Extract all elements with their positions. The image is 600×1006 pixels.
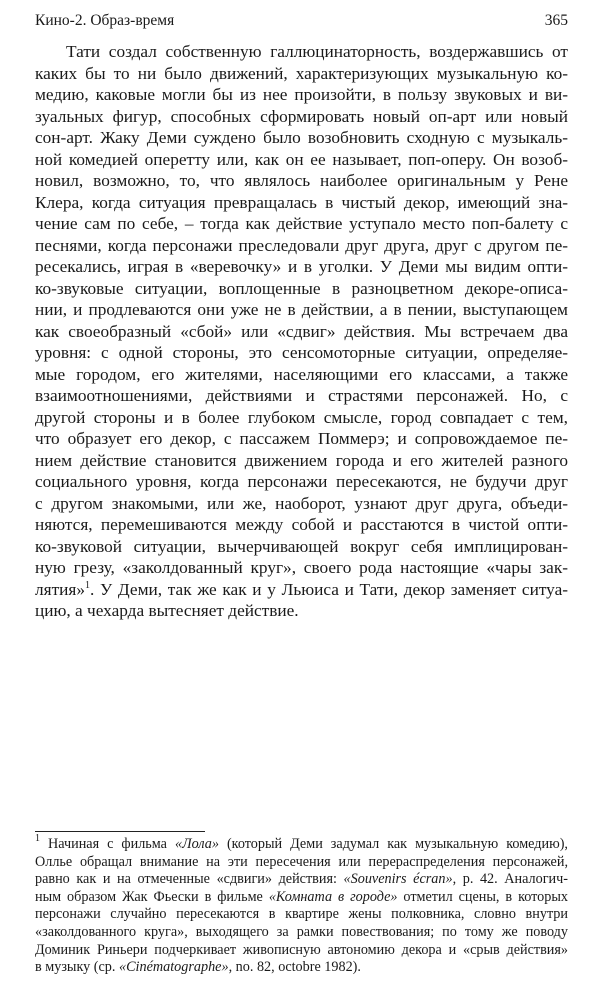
text-segment: зуальных фигур, способных сформировать новый оп-арт или новый (35, 106, 568, 126)
text-segment: с другом знакомыми, или же, наоборот, узнают друг друга, объеди- (35, 493, 568, 513)
text-segment: песнями, когда персонажи преследовали друг друга, друг с другом пе- (35, 235, 568, 255)
text-line (35, 192, 568, 214)
text-line (35, 600, 568, 622)
text-segment: сон-арт. Жаку Деми суждено было возобновить сходную с музыкаль- (35, 128, 568, 147)
text-line (35, 428, 568, 450)
text-segment: чение сам по себе, – тогда как действие уступало место поп-балету с (35, 214, 568, 233)
footnote-line (35, 906, 568, 924)
text-segment: няются, перемешиваются между собой и расстаются в чистой опти- (35, 515, 568, 534)
footnote-line (35, 924, 568, 942)
italic-title: «Cinématographe» (119, 959, 229, 976)
text-line (35, 299, 568, 321)
text-line (35, 256, 568, 278)
text-segment: Оллье обращал внимание на эти пересечения или перераспределения персонажей, (35, 853, 568, 870)
running-title: Кино-2. Образ-время (35, 12, 175, 29)
text-line (35, 514, 568, 536)
footnote-divider (35, 831, 205, 832)
italic-title: «Лола» (174, 836, 219, 852)
text-line (35, 170, 568, 192)
text-segment: медию, каковые могли бы из нее произойти, в пользу звуковых и ви- (35, 85, 568, 104)
text-segment: каких бы то ни было движений, характеризующих музыкальную ко- (35, 63, 568, 83)
text-segment: . У Деми, так же как и у Льюиса и Тати, декор заменяет ситуа- (89, 579, 568, 599)
text-segment: мые городом, его жителями, населяющими его классами, а также (35, 364, 568, 384)
footnote-line (35, 833, 568, 854)
text-segment: Доминик Риньери подчеркивает живописную автономию декора и «срыв действия» (35, 941, 568, 958)
page-number: 365 (544, 12, 568, 29)
text-segment: «заколдованного круга», выходящего за рамки повествования; по тому же поводу (35, 923, 568, 940)
text-line (35, 321, 568, 343)
text-segment: что образует его декор, с пассажем Поммерэ; и сопровождаемое пе- (35, 429, 568, 448)
text-segment: ной комедией оперетту или, как он ее называет, поп-оперу. Он возоб- (35, 149, 568, 169)
text-segment: Тати создал собственную галлюцинаторность, воздержавшись от (66, 42, 568, 61)
text-line (35, 84, 568, 106)
text-line (35, 63, 568, 85)
italic-title: «Комната в городе» (268, 888, 398, 905)
text-line (35, 385, 568, 407)
text-line (35, 106, 568, 128)
text-line (35, 493, 568, 515)
text-line (35, 127, 568, 149)
main-text (35, 41, 568, 622)
text-segment: лятия» (35, 579, 85, 599)
text-segment: , p. 42. Аналогич- (452, 871, 568, 888)
text-segment: нием действие становится движением города и его жителей разного (35, 450, 568, 470)
text-segment: ресекались, играя в «веревочку» и в уголки. У Деми мы видим опти- (35, 257, 568, 276)
text-segment: равно как и на отмеченные «сдвиги» действия: (35, 871, 344, 888)
text-segment: нии, и продлеваются они уже не в действии, а в пении, выступающем (35, 300, 568, 319)
text-segment: новил, возможно, то, что являлось наиболее оригинальным у Рене (35, 171, 568, 190)
text-segment: ко-звуковой ситуации, вычерчивающей вокруг себя имплицирован- (35, 536, 568, 556)
italic-title: «Souvenirs écran» (343, 871, 453, 888)
text-line (35, 364, 568, 386)
text-segment: (который Деми задумал как музыкальную комедию), (218, 836, 568, 852)
text-segment: в музыку (ср. (35, 959, 119, 976)
text-line (35, 41, 568, 63)
text-segment: ко-звуковые ситуации, воплощенные в разноцветном декоре-описа- (35, 278, 568, 298)
text-segment: персонажи случайно пересекаются в квартире жены полковника, словно внутри (35, 906, 568, 923)
text-line (35, 407, 568, 429)
footnote-marker: 1 (84, 579, 90, 591)
text-line (35, 149, 568, 171)
footnote-marker: 1 (35, 833, 40, 844)
footnote-line (35, 854, 568, 872)
footnote-line (35, 942, 568, 960)
text-segment: Клера, когда ситуация превращалась в чистый декор, имеющий зна- (35, 192, 568, 212)
text-segment: Начиная с фильма (40, 836, 175, 852)
footnote-line (35, 889, 568, 907)
text-segment: ным образом Жак Фьески в фильме (35, 888, 269, 905)
text-line (35, 536, 568, 558)
text-segment: цию, а чехарда вытесняет действие. (35, 601, 299, 620)
text-line (35, 235, 568, 257)
text-line (35, 213, 568, 235)
footnotes (35, 833, 568, 977)
text-segment: , no. 82, octobre 1982). (228, 959, 361, 976)
text-segment: другой стороны и в более глубоком смысле, город совпадает с тем, (35, 407, 568, 427)
footnote-line (35, 959, 568, 977)
text-line (35, 471, 568, 493)
text-line (35, 557, 568, 579)
footnote-line (35, 871, 568, 889)
text-segment: социального уровня, когда персонажи пересекаются, не будучи друг (35, 472, 568, 491)
text-line (35, 450, 568, 472)
text-segment: отметил сцены, в которых (397, 888, 568, 905)
text-line (35, 278, 568, 300)
text-segment: уровня: с одной стороны, это сенсомоторные ситуации, определяе- (35, 343, 568, 362)
text-segment: ную грезу, «заколдованный круг», своего рода настоящие «чары зак- (35, 558, 568, 577)
text-line (35, 579, 568, 601)
text-line (35, 342, 568, 364)
text-segment: взаимоотношениями, действиями и страстями персонажей. Но, с (35, 386, 568, 405)
text-segment: как своеобразный «сбой» или «сдвиг» действия. Мы встречаем два (35, 321, 568, 341)
running-header (35, 12, 568, 34)
